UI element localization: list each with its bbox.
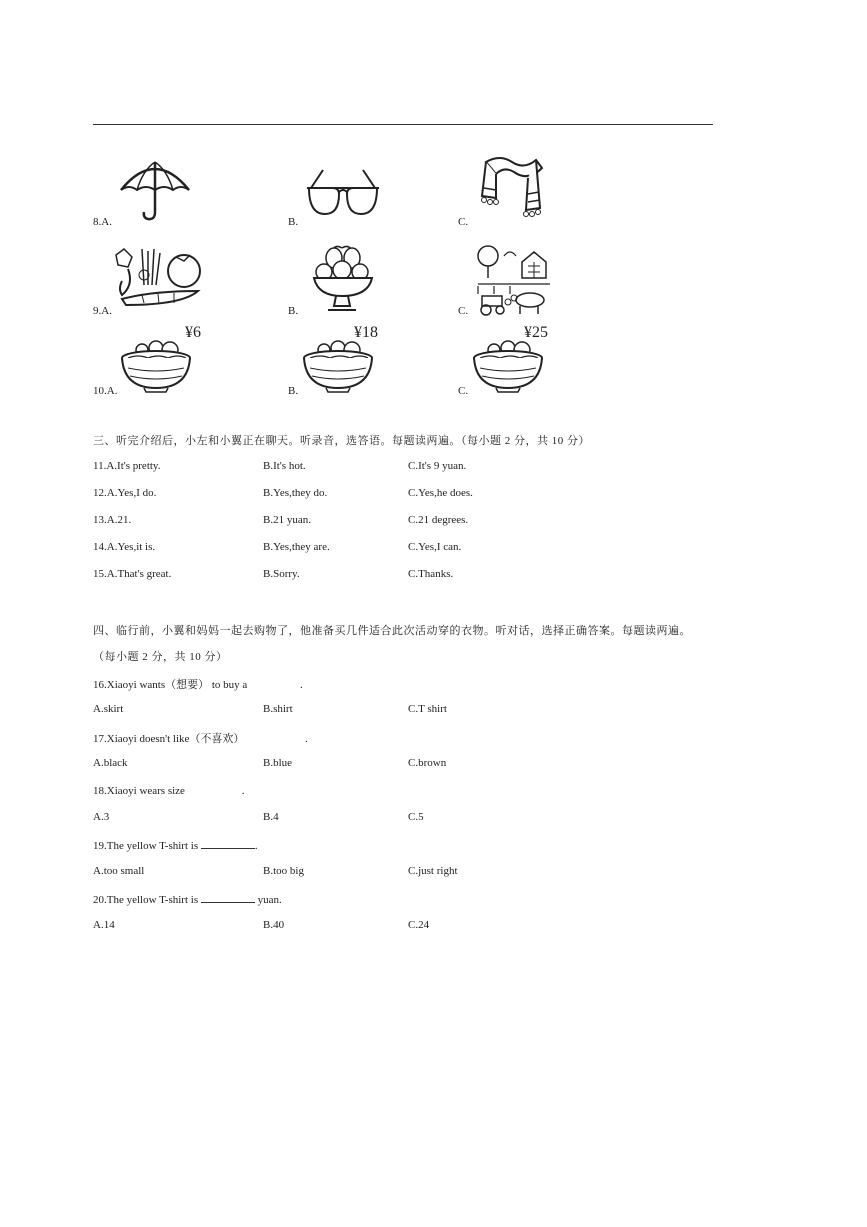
q20-option-a: A.14 [93,919,115,931]
q14-option-c: C.Yes,I can. [408,541,462,553]
q16-stem-end: . [300,679,303,691]
section-4-heading: 四、临行前，小翼和妈妈一起去购物了，他准备买几件适合此次活动穿的衣物。听对话，选择正确答案。每题读两遍。 [93,625,691,637]
q16-option-b: B.shirt [263,703,293,715]
q16-blank[interactable] [250,678,300,688]
q20-option-c: C.24 [408,919,430,931]
q12-option-b: B.Yes,they do. [263,487,328,499]
q14-option-a: 14.A.Yes,it is. [93,541,156,553]
q18-option-c: C.5 [408,811,424,823]
farm-scene-icon [474,242,554,316]
q20-stem-text: 20.The yellow T-shirt is [93,894,199,906]
q19-option-c: C.just right [408,865,458,877]
q9-option-c-label: C. [458,305,469,317]
q16-stem-text: 16.Xiaoyi wants（想要） to buy a [93,679,248,691]
header-rule [93,124,713,125]
q19-stem-text: 19.The yellow T-shirt is [93,840,199,852]
vegetables-icon [112,245,204,311]
q12-option-c: C.Yes,he does. [408,487,473,499]
q8-option-a-label: 8.A. [93,216,112,228]
q13-option-b: B.21 yuan. [263,514,311,526]
q18-option-b: B.4 [263,811,279,823]
q18-stem-end: . [241,785,245,797]
q8-option-b-label: B. [288,216,299,228]
q18-option-a: A.3 [93,811,110,823]
q11-option-a: 11.A.It's pretty. [93,460,161,472]
q10-option-c-label: C. [458,385,469,397]
umbrella-icon [117,156,193,222]
q17-option-a: A.black [93,757,128,769]
q18-stem-text: 18.Xiaoyi wears size [93,785,185,797]
q17-blank[interactable] [247,732,305,742]
q20-option-b: B.40 [263,919,285,931]
q19-stem-end: . [254,840,258,852]
q15-option-a: 15.A.That's great. [93,568,172,580]
q17-stem-text: 17.Xiaoyi doesn't like（不喜欢） [93,733,245,745]
q10-price-a: ¥6 [185,324,201,341]
q15-option-b: B.Sorry. [263,568,300,580]
section-4-scoring: （每小题 2 分，共 10 分） [93,651,228,663]
q20-stem [93,892,282,906]
q16-option-c: C.T shirt [408,703,447,715]
q9-option-a-label: 9.A. [93,305,112,317]
q16-option-a: A.skirt [93,703,124,715]
noodle-bowl-icon [300,338,376,394]
q15-option-c: C.Thanks. [408,568,454,580]
q14-option-b: B.Yes,they are. [263,541,330,553]
q12-option-a: 12.A.Yes,I do. [93,487,157,499]
section-3-heading: 三、听完介绍后，小左和小翼正在聊天。听录音，选答语。每题读两遍。（每小题 2 分，共 10 分） [93,435,590,447]
q18-blank[interactable] [188,784,242,794]
q19-stem [93,838,258,852]
q19-option-a: A.too small [93,865,145,877]
q17-option-c: C.brown [408,757,447,769]
q8-option-c-label: C. [458,216,469,228]
q10-option-a-label: 10.A. [93,385,118,397]
q10-option-b-label: B. [288,385,299,397]
q11-option-c: C.It's 9 yuan. [408,460,467,472]
q19-blank[interactable] [201,838,255,849]
q17-stem [93,730,308,746]
q20-blank[interactable] [201,892,255,903]
q11-option-b: B.It's hot. [263,460,306,472]
q9-option-b-label: B. [288,305,299,317]
q16-stem [93,676,303,692]
q17-stem-end: . [305,733,308,745]
q13-option-c: C.21 degrees. [408,514,469,526]
noodle-bowl-icon [470,338,546,394]
q18-stem [93,784,244,797]
q10-price-b: ¥18 [354,324,378,341]
q17-option-b: B.blue [263,757,293,769]
sunglasses-icon [303,168,383,220]
noodle-bowl-icon [118,338,194,394]
q20-stem-end: yuan. [254,894,282,906]
q13-option-a: 13.A.21. [93,514,132,526]
fruit-bowl-icon [312,244,374,314]
q19-option-b: B.too big [263,865,304,877]
scarf-icon [474,152,548,220]
q10-price-c: ¥25 [524,324,548,341]
